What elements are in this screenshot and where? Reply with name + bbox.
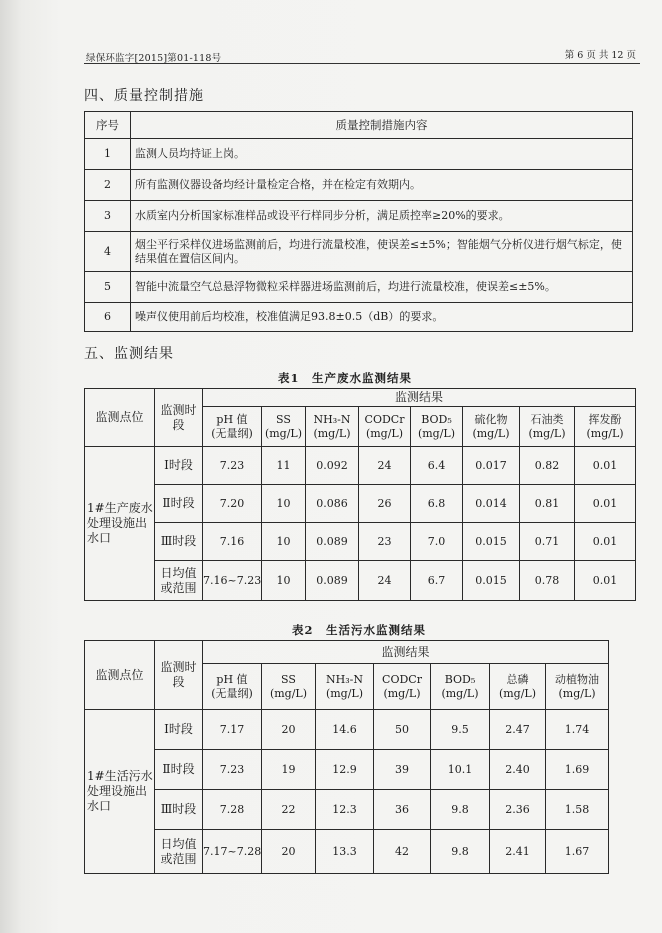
cell: 0.01 (575, 447, 636, 485)
t2-header-point: 监测点位 (85, 641, 155, 710)
t2-period: Ⅲ时段 (155, 790, 203, 830)
t1-col-cod: CODCr (mg/L) (359, 407, 411, 447)
qc-no: 5 (85, 272, 131, 303)
qc-no: 2 (85, 170, 131, 201)
cell: 14.6 (316, 710, 374, 750)
cell: 0.017 (463, 447, 520, 485)
cell: 7.0 (411, 523, 463, 561)
cell: 13.3 (316, 830, 374, 874)
t2-point: 1#生活污水处理设施出水口 (85, 710, 155, 874)
cell: 1.58 (546, 790, 609, 830)
t1-header-results: 监测结果 (203, 389, 636, 407)
cell: 24 (359, 561, 411, 601)
cell: 20 (262, 710, 316, 750)
qc-text: 监测人员均持证上岗。 (131, 139, 633, 170)
table-row (85, 750, 609, 790)
table-row (85, 201, 633, 232)
cell: 2.40 (490, 750, 546, 790)
cell: 9.8 (431, 830, 490, 874)
t2-period: Ⅱ时段 (155, 750, 203, 790)
t1-header-point: 监测点位 (85, 389, 155, 447)
qc-text: 噪声仪使用前后均校准，校准值满足93.8±0.5（dB）的要求。 (131, 303, 633, 332)
t2-period: 日均值或范围 (155, 830, 203, 874)
cell: 42 (374, 830, 431, 874)
cell: 1.74 (546, 710, 609, 750)
t2-header-row-1 (85, 641, 609, 664)
section-4-title: 四、质量控制措施 (84, 88, 204, 104)
cell: 0.01 (575, 485, 636, 523)
table-row (85, 272, 633, 303)
table-row (85, 830, 609, 874)
qc-no: 4 (85, 232, 131, 272)
cell: 36 (374, 790, 431, 830)
cell: 10 (262, 523, 306, 561)
qc-no: 1 (85, 139, 131, 170)
cell: 10.1 (431, 750, 490, 790)
page-info: 第 6 页 共 12 页 (564, 50, 636, 61)
cell: 2.36 (490, 790, 546, 830)
t1-col-petroleum: 石油类 (mg/L) (520, 407, 575, 447)
cell: 50 (374, 710, 431, 750)
cell: 26 (359, 485, 411, 523)
table-row (85, 303, 633, 332)
t1-col-phenol: 挥发酚 (mg/L) (575, 407, 636, 447)
table-row (85, 170, 633, 201)
domestic-sewage-table (84, 640, 609, 874)
cell: 7.17~7.28 (203, 830, 262, 874)
t2-col-bod: BOD₅ (mg/L) (431, 664, 490, 710)
cell: 39 (374, 750, 431, 790)
t2-header-period: 监测时段 (155, 641, 203, 710)
t2-col-cod: CODCr (mg/L) (374, 664, 431, 710)
table-row (85, 561, 636, 601)
t2-col-oil: 动植物油 (mg/L) (546, 664, 609, 710)
t2-header-results: 监测结果 (203, 641, 609, 664)
t1-col-ss: SS (mg/L) (262, 407, 306, 447)
cell: 0.81 (520, 485, 575, 523)
wastewater-table (84, 388, 636, 601)
cell: 2.41 (490, 830, 546, 874)
qc-no: 3 (85, 201, 131, 232)
qc-header-content: 质量控制措施内容 (131, 112, 633, 139)
table-row (85, 232, 633, 272)
cell: 12.3 (316, 790, 374, 830)
t1-header-period: 监测时段 (155, 389, 203, 447)
cell: 11 (262, 447, 306, 485)
cell: 0.01 (575, 523, 636, 561)
cell: 10 (262, 561, 306, 601)
table1-caption: 表1 生产废水监测结果 (278, 371, 413, 385)
qc-header-no: 序号 (85, 112, 131, 139)
t1-col-nh3n: NH₃-N (mg/L) (306, 407, 359, 447)
t2-period: Ⅰ时段 (155, 710, 203, 750)
qc-header-row (85, 112, 633, 139)
cell: 0.82 (520, 447, 575, 485)
cell: 0.78 (520, 561, 575, 601)
cell: 0.014 (463, 485, 520, 523)
t1-col-bod: BOD₅ (mg/L) (411, 407, 463, 447)
cell: 7.23 (203, 447, 262, 485)
t1-period: Ⅱ时段 (155, 485, 203, 523)
table-row (85, 139, 633, 170)
cell: 19 (262, 750, 316, 790)
cell: 0.015 (463, 523, 520, 561)
cell: 7.16 (203, 523, 262, 561)
t1-period: Ⅲ时段 (155, 523, 203, 561)
cell: 2.47 (490, 710, 546, 750)
cell: 1.69 (546, 750, 609, 790)
cell: 22 (262, 790, 316, 830)
cell: 6.4 (411, 447, 463, 485)
table-row (85, 710, 609, 750)
cell: 12.9 (316, 750, 374, 790)
qc-text: 烟尘平行采样仪进场监测前后，均进行流量校准，使误差≤±5%；智能烟气分析仪进行烟气标定，使结果值在置信区间内。 (131, 232, 633, 272)
cell: 0.089 (306, 561, 359, 601)
cell: 10 (262, 485, 306, 523)
quality-control-table (84, 111, 633, 332)
cell: 7.16~7.23 (203, 561, 262, 601)
t1-period: 日均值或范围 (155, 561, 203, 601)
cell: 0.01 (575, 561, 636, 601)
qc-text: 所有监测仪器设备均经计量检定合格，并在检定有效期内。 (131, 170, 633, 201)
t2-col-ss: SS (mg/L) (262, 664, 316, 710)
cell: 0.089 (306, 523, 359, 561)
cell: 6.7 (411, 561, 463, 601)
cell: 7.20 (203, 485, 262, 523)
cell: 6.8 (411, 485, 463, 523)
qc-text: 智能中流量空气总悬浮物微粒采样器进场监测前后，均进行流量校准，使误差≤±5%。 (131, 272, 633, 303)
table2-caption: 表2 生活污水监测结果 (292, 623, 427, 637)
cell: 7.17 (203, 710, 262, 750)
cell: 20 (262, 830, 316, 874)
qc-text: 水质室内分析国家标准样品或设平行样同步分析，满足质控率≥20%的要求。 (131, 201, 633, 232)
cell: 24 (359, 447, 411, 485)
document-number: 绿保环监字[2015]第01-118号 (86, 53, 222, 64)
table-row (85, 447, 636, 485)
cell: 0.086 (306, 485, 359, 523)
cell: 23 (359, 523, 411, 561)
t1-header-row-1 (85, 389, 636, 407)
cell: 0.092 (306, 447, 359, 485)
cell: 7.23 (203, 750, 262, 790)
cell: 0.015 (463, 561, 520, 601)
header-rule (84, 63, 640, 64)
cell: 9.8 (431, 790, 490, 830)
cell: 9.5 (431, 710, 490, 750)
cell: 7.28 (203, 790, 262, 830)
t2-col-total-phosphorus: 总磷 (mg/L) (490, 664, 546, 710)
t1-period: Ⅰ时段 (155, 447, 203, 485)
section-5-title: 五、监测结果 (84, 346, 174, 362)
t1-col-ph: pH 值 (无量纲) (203, 407, 262, 447)
qc-no: 6 (85, 303, 131, 332)
t2-col-nh3n: NH₃-N (mg/L) (316, 664, 374, 710)
table-row (85, 485, 636, 523)
t1-col-sulfide: 硫化物 (mg/L) (463, 407, 520, 447)
cell: 0.71 (520, 523, 575, 561)
cell: 1.67 (546, 830, 609, 874)
t1-point: 1#生产废水处理设施出水口 (85, 447, 155, 601)
table-row (85, 790, 609, 830)
t2-col-ph: pH 值 (无量纲) (203, 664, 262, 710)
table-row (85, 523, 636, 561)
